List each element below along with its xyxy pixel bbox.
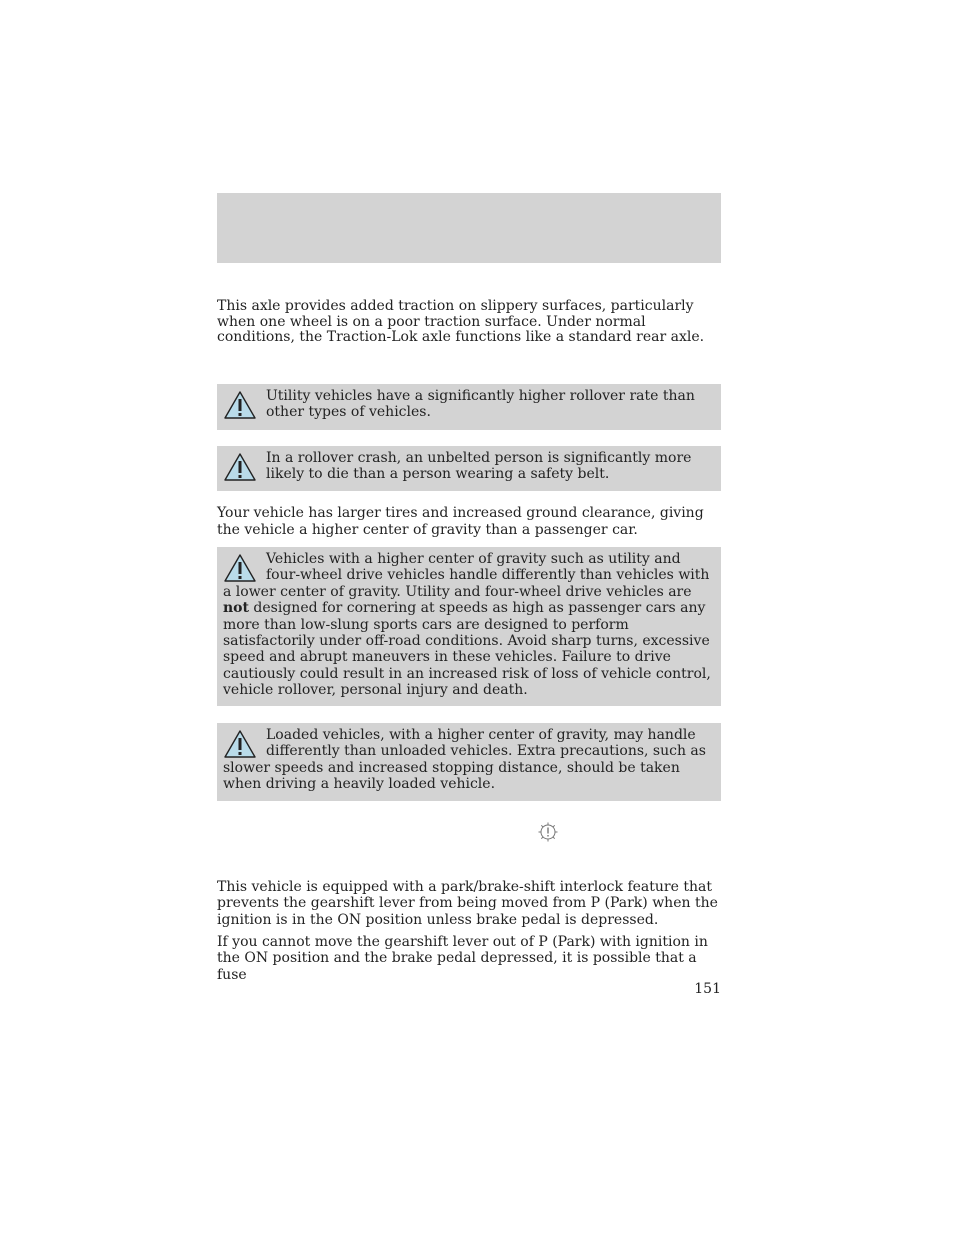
gear-warning-icon (537, 821, 559, 843)
warning-rollover-rate (217, 384, 721, 430)
warning-triangle-icon (223, 390, 257, 420)
warning-text-part: Vehicles with a higher center of gravity such as utility and four-wheel drive vehicles handle differently than vehicles with a lower center of gravity. Utility and four-wheel drive vehicles are (223, 551, 710, 600)
warning-triangle-icon (223, 452, 257, 482)
emphasis-not: not (223, 600, 249, 617)
warning-handling (217, 547, 721, 706)
paragraph-cannot-move: If you cannot move the gearshift lever out of P (Park) with ignition in the ON position and the brake pedal depressed, it is possible that a fuse (217, 934, 708, 983)
page-number: 151 (694, 981, 721, 997)
paragraph-center-of-gravity: Your vehicle has larger tires and increased ground clearance, giving the vehicle a higher center of gravity than a passenger car. (217, 505, 704, 538)
warning-triangle-icon (223, 553, 257, 583)
warning-unbelted (217, 446, 721, 491)
warning-text-part: designed for cornering at speeds as high as passenger cars any more than low-slung sports cars are designed to perform satisfactorily under off-road conditions. Avoid sharp turns, excessive speed and abrupt maneuvers in these vehicles. Failure to drive cautiously could result in an increased risk of loss of vehicle control, vehicle rollover, personal injury and death. (223, 600, 711, 699)
warning-text (223, 551, 715, 699)
warning-text: Utility vehicles have a significantly higher rollover rate than other types of vehicles. (266, 388, 695, 421)
warning-text: Loaded vehicles, with a higher center of gravity, may handle differently than unloaded vehicles. Extra precautions, such as slower speeds and increased stopping distance, should be taken when driving a heavily loaded vehicle. (223, 727, 706, 793)
paragraph-traction-lok: This axle provides added traction on slippery surfaces, particularly when one wheel is on a poor traction surface. Under normal conditions, the Traction-Lok axle functions like a standard rear axle. (217, 298, 705, 346)
warning-text: In a rollover crash, an unbelted person is significantly more likely to die than a person wearing a safety belt. (266, 450, 692, 483)
warning-triangle-icon (223, 729, 257, 759)
warning-loaded-vehicles (217, 723, 721, 801)
paragraph-interlock: This vehicle is equipped with a park/brake-shift interlock feature that prevents the gearshift lever from being moved from P (Park) when the ignition is in the ON position unless brake pedal is depressed. (217, 879, 718, 928)
header-band (217, 193, 721, 263)
